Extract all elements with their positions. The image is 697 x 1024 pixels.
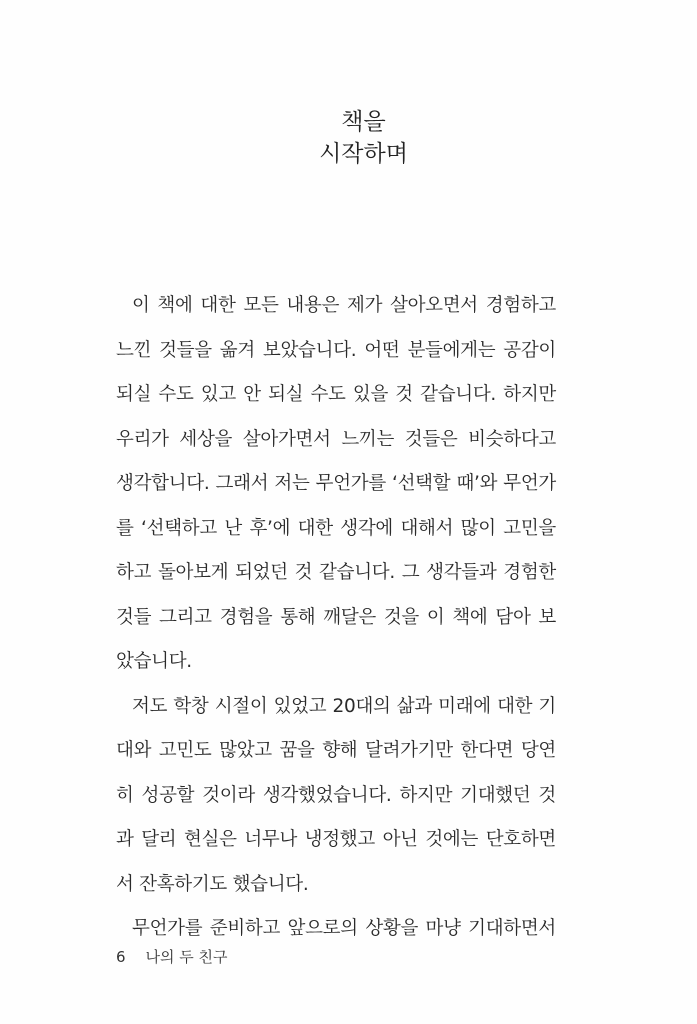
body-text: [116, 290, 556, 958]
running-title: 나의 두 친구: [145, 948, 228, 966]
page-footer: [116, 946, 248, 967]
page-number: 6: [116, 948, 126, 966]
chapter-title: [0, 106, 697, 170]
chapter-title-line-2: 시작하며: [319, 141, 408, 167]
text-line: 것들 그리고 경험을 통해 깨달은 것을 이 책에 담아 보: [116, 606, 556, 628]
text-line: 저도 학창 시절이 있었고 20대의 삶과 미래에 대한 기: [132, 695, 556, 717]
text-line: 대와 고민도 많았고 꿈을 향해 달려가기만 한다면 당연: [116, 740, 556, 761]
text-line: 생각합니다. 그래서 저는 무언가를 ‘선택할 때’와 무언가: [116, 473, 556, 494]
text-line: 무언가를 준비하고 앞으로의 상황을 마냥 기대하면서: [132, 918, 556, 939]
text-line: 되실 수도 있고 안 되실 수도 있을 것 같습니다. 하지만: [116, 384, 556, 405]
text-line: 하고 돌아보게 되었던 것 같습니다. 그 생각들과 경험한: [116, 562, 556, 583]
text-line: 서 잔혹하기도 했습니다.: [116, 873, 309, 895]
text-line: 우리가 세상을 살아가면서 느끼는 것들은 비슷하다고: [116, 428, 556, 450]
text-line: 았습니다.: [116, 651, 192, 672]
chapter-title-line-1: 책을: [341, 109, 386, 135]
text-line: 과 달리 현실은 너무나 냉정했고 아닌 것에는 단호하면: [116, 829, 556, 850]
text-line: 이 책에 대한 모든 내용은 제가 살아오면서 경험하고: [132, 295, 556, 316]
text-line: 를 ‘선택하고 난 후’에 대한 생각에 대해서 많이 고민을: [116, 517, 556, 539]
text-line: 느낀 것들을 옮겨 보았습니다. 어떤 분들에게는 공감이: [116, 339, 556, 361]
text-line: 히 성공할 것이라 생각했었습니다. 하지만 기대했던 것: [116, 784, 556, 806]
